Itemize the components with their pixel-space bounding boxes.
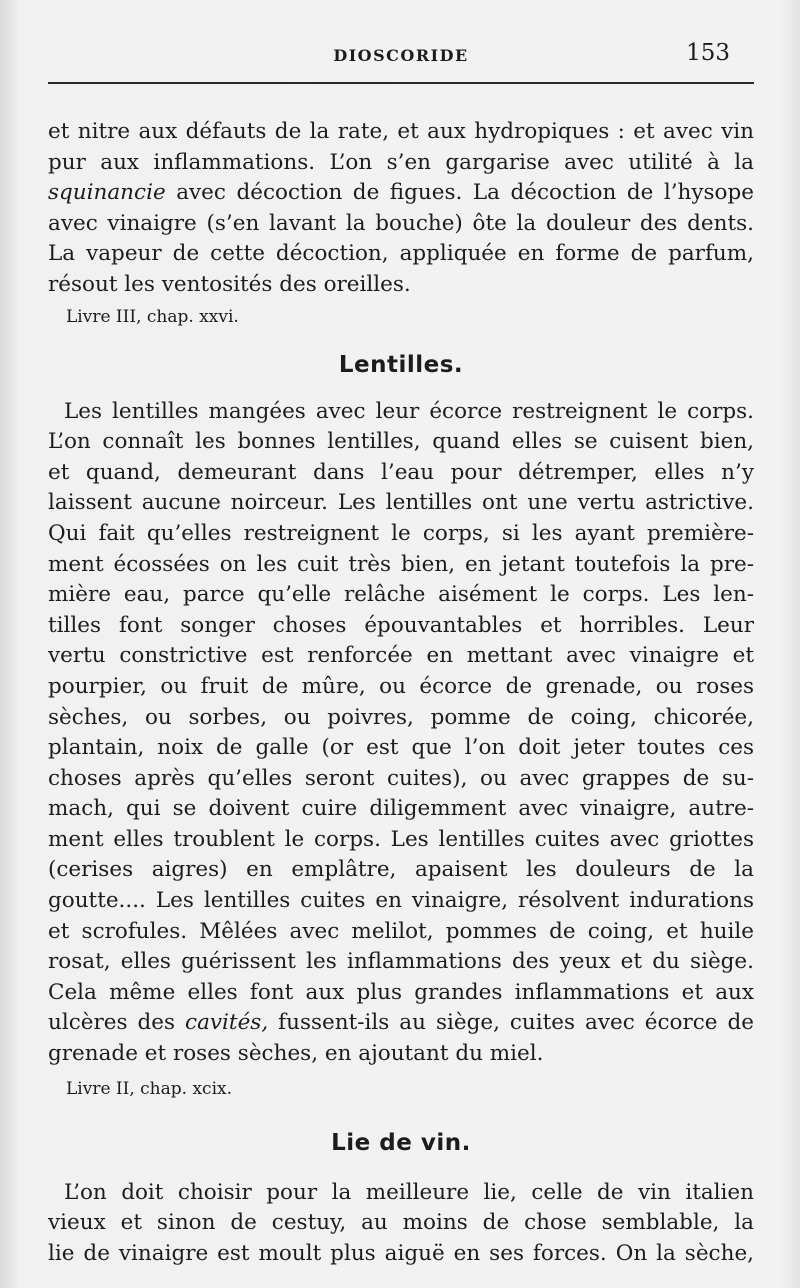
text-line: Les lentilles mangées avec leur écorce restreignent le corps. xyxy=(64,398,754,424)
text-line: (cerises aigres) en emplâtre, apaisent les douleurs de la xyxy=(48,857,754,883)
section-title-lentilles: Lentilles. xyxy=(338,351,464,378)
text-line: avec vinaigre (s’en lavant la bouche) ôte la douleur des dents. xyxy=(48,210,754,236)
text-line: Qui fait qu’elles restreignent le corps, si les ayant première- xyxy=(48,520,754,546)
source-reference: Livre III, chap. xxvi. xyxy=(66,306,239,327)
italic-term: cavités, xyxy=(185,1010,269,1036)
text-line xyxy=(48,1008,754,1039)
page-number: 153 xyxy=(686,40,730,66)
text-line: plantain, noix de galle (or est que l’on doit jeter toutes ces xyxy=(48,735,754,761)
section-title-lie-de-vin: Lie de vin. xyxy=(331,1129,471,1156)
text-line: et scrofules. Mêlées avec melilot, pommes de coing, et huile xyxy=(48,918,754,944)
text-line: vertu constrictive est renforcée en mettant avec vinaigre et xyxy=(48,643,754,669)
header-rule xyxy=(48,82,754,84)
body-text xyxy=(48,117,754,1269)
text-line: La vapeur de cette décoction, appliquée en forme de parfum, xyxy=(48,241,754,267)
text-fragment: avec décoction de figues. La décoction de l’hysope xyxy=(176,180,754,206)
text-line: résout les ventosités des oreilles. xyxy=(48,271,411,297)
running-head xyxy=(48,36,754,72)
text-line: pourpier, ou fruit de mûre, ou écorce de grenade, ou roses xyxy=(48,673,754,699)
text-line: tilles font songer choses épouvantables et horribles. Leur xyxy=(48,612,754,638)
text-line: laissent aucune noirceur. Les lentilles ont une vertu astrictive. xyxy=(48,490,754,516)
text-line: sèches, ou sorbes, ou poivres, pomme de coing, chicorée, xyxy=(48,704,754,730)
text-line: lie de vinaigre est moult plus aiguë en ses forces. On la sèche, xyxy=(48,1240,754,1266)
text-line: ment elles troublent le corps. Les lentilles cuites avec griottes xyxy=(48,826,754,852)
italic-term: squinancie xyxy=(48,180,166,206)
text-line: L’on doit choisir pour la meilleure lie, celle de vin italien xyxy=(64,1179,754,1205)
text-line: rosat, elles guérissent les inflammations des yeux et du siège. xyxy=(48,949,754,975)
text-line: goutte.... Les lentilles cuites en vinaigre, résolvent indurations xyxy=(48,888,754,914)
text-line: pur aux inflammations. L’on s’en gargarise avec utilité à la xyxy=(48,149,754,175)
running-title: DIOSCORIDE xyxy=(333,46,469,65)
text-line: Cela même elles font aux plus grandes inflammations et aux xyxy=(48,979,754,1005)
text-line: choses après qu’elles seront cuites), ou avec grappes de su- xyxy=(48,765,754,791)
text-line: vieux et sinon de cestuy, au moins de chose semblable, la xyxy=(48,1210,754,1236)
text-fragment: fussent-ils au siège, cuites avec écorce de xyxy=(278,1010,754,1036)
text-line: ment écossées on les cuit très bien, en jetant toutefois la pre- xyxy=(48,551,754,577)
text-line: mière eau, parce qu’elle relâche aisément le corps. Les len- xyxy=(48,582,754,608)
text-line: et nitre aux défauts de la rate, et aux hydropiques : et avec vin xyxy=(48,119,754,144)
source-reference: Livre II, chap. xcix. xyxy=(66,1078,232,1099)
text-fragment: ulcères des xyxy=(48,1010,176,1036)
text-line: et quand, demeurant dans l’eau pour détremper, elles n’y xyxy=(48,459,754,485)
text-line xyxy=(48,178,754,209)
text-line: mach, qui se doivent cuire diligemment avec vinaigre, autre- xyxy=(48,796,754,822)
text-line: grenade et roses sèches, en ajoutant du miel. xyxy=(48,1041,544,1067)
text-line: L’on connaît les bonnes lentilles, quand elles se cuisent bien, xyxy=(48,429,754,455)
